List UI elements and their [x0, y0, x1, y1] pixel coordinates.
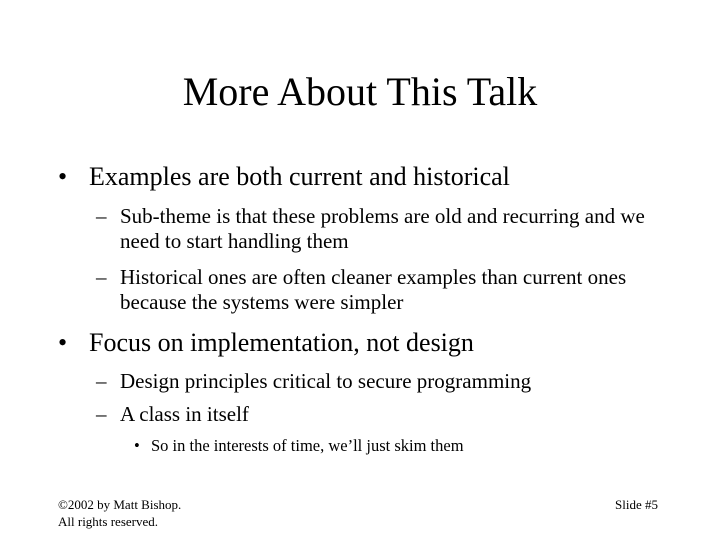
sub-bullet-text: Historical ones are often cleaner examples than current ones because the systems were simpler — [120, 265, 627, 314]
copyright-line: ©2002 by Matt Bishop. — [58, 497, 182, 512]
bullet-marker: • — [134, 436, 140, 455]
sub-bullet-text: Sub-theme is that these problems are old and recurring and we need to start handling them — [120, 204, 645, 253]
bullet-marker: • — [58, 162, 68, 191]
sub-bullet-text: Design principles critical to secure programming — [120, 369, 532, 393]
bullet-marker: • — [58, 328, 68, 357]
dash-marker: – — [96, 265, 107, 289]
slide-number: Slide #5 — [615, 497, 658, 512]
bullet-text: Focus on implementation, not design — [89, 328, 474, 357]
rights-line: All rights reserved. — [58, 514, 159, 529]
sub-bullet-text: A class in itself — [120, 402, 249, 426]
dash-marker: – — [96, 369, 107, 393]
sub-sub-bullet-text: So in the interests of time, we’ll just skim them — [151, 436, 464, 455]
bullet-text: Examples are both current and historical — [89, 162, 510, 191]
dash-marker: – — [96, 204, 107, 228]
dash-marker: – — [96, 402, 107, 426]
slide-title: More About This Talk — [182, 69, 538, 114]
footer-copyright — [58, 496, 181, 530]
